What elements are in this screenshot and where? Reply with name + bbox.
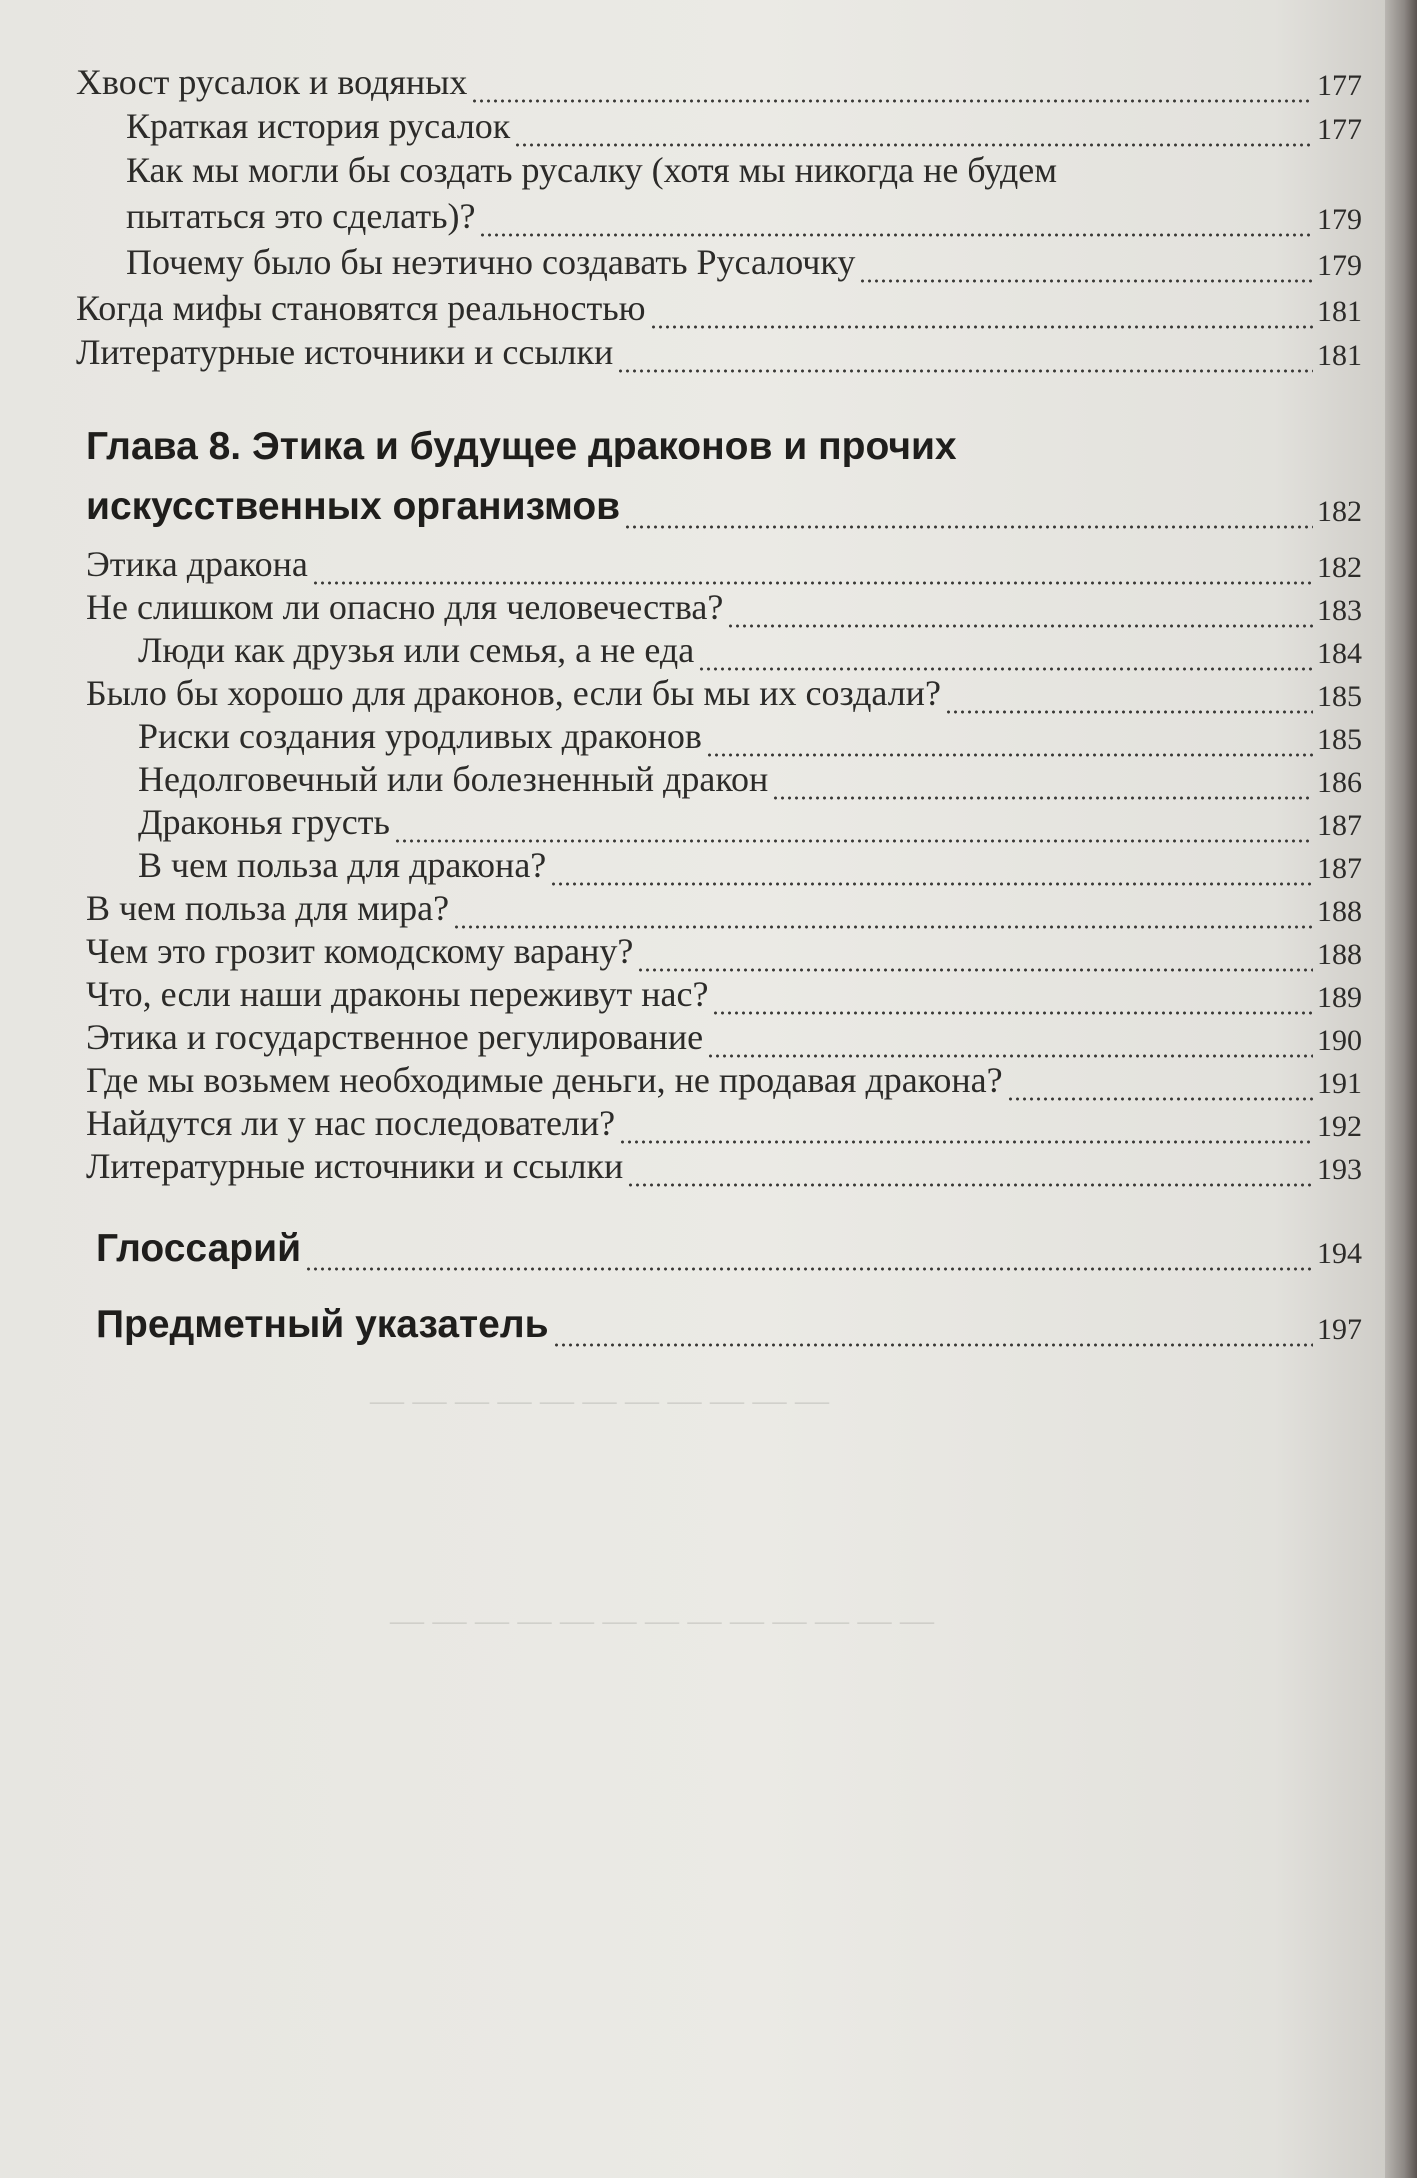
dot-leader xyxy=(698,642,1313,672)
dot-leader xyxy=(453,900,1313,930)
toc-entry-title: Почему было бы неэтично создавать Русалочку xyxy=(126,242,856,282)
toc-page-number: 185 xyxy=(1317,723,1362,756)
dot-leader xyxy=(617,344,1313,374)
toc-page-number: 183 xyxy=(1317,594,1362,627)
dot-leader xyxy=(650,300,1313,330)
toc-page-number: 185 xyxy=(1317,680,1362,713)
toc-entry xyxy=(86,1101,1362,1145)
toc-entry xyxy=(126,240,1362,284)
dot-leader xyxy=(1007,1072,1313,1102)
toc-entry xyxy=(76,60,1362,104)
toc-entry xyxy=(138,757,1362,801)
dot-leader xyxy=(624,500,1313,530)
toc-page-number: 188 xyxy=(1317,938,1362,971)
toc-page-number: 182 xyxy=(1317,495,1362,528)
toc-page-number: 197 xyxy=(1317,1313,1362,1346)
toc-page-number: 179 xyxy=(1317,249,1362,282)
toc-entry-title: Было бы хорошо для драконов, если бы мы их создали? xyxy=(86,673,941,713)
section-heading-index xyxy=(96,1302,1362,1348)
section-heading-glossary xyxy=(96,1226,1362,1272)
toc-entry-title: В чем польза для дракона? xyxy=(138,845,547,885)
toc-page-number: 177 xyxy=(1317,113,1362,146)
toc-page-number: 191 xyxy=(1317,1067,1362,1100)
toc-entry xyxy=(138,628,1362,672)
dot-leader xyxy=(479,208,1313,238)
dot-leader xyxy=(305,1242,1313,1272)
dot-leader xyxy=(945,685,1313,715)
chapter-heading: Глава 8. Этика и будущее драконов и прочих xyxy=(86,425,957,468)
toc-page-number: 181 xyxy=(1317,295,1362,328)
toc-entry-title: Этика и государственное регулирование xyxy=(86,1017,704,1057)
toc-page-number: 194 xyxy=(1317,1237,1362,1270)
toc-entry xyxy=(86,1058,1362,1102)
dot-leader xyxy=(471,74,1313,104)
dot-leader xyxy=(706,728,1313,758)
toc-page-number: 177 xyxy=(1317,69,1362,102)
toc-page-number: 188 xyxy=(1317,895,1362,928)
toc-entry xyxy=(86,1144,1362,1188)
dot-leader xyxy=(637,943,1313,973)
toc-entry xyxy=(86,585,1362,629)
toc-page-number: 186 xyxy=(1317,766,1362,799)
toc-page-number: 179 xyxy=(1317,203,1362,236)
toc-entry-title: Люди как друзья или семья, а не еда xyxy=(138,630,695,670)
toc-entry xyxy=(86,929,1362,973)
toc-entry xyxy=(86,671,1362,715)
toc-entry xyxy=(138,843,1362,887)
toc-entry-title: Не слишком ли опасно для человечества? xyxy=(86,587,724,627)
toc-entry xyxy=(126,194,1362,238)
toc-entry-title: Как мы могли бы создать русалку (хотя мы никогда не будем xyxy=(126,150,1058,190)
toc-entry-title: искусственных организмов xyxy=(86,485,621,528)
toc-page-number: 187 xyxy=(1317,852,1362,885)
toc-entry-title: пытаться это сделать)? xyxy=(126,196,476,236)
dot-leader xyxy=(550,857,1313,887)
dot-leader xyxy=(553,1318,1313,1348)
toc-entry-title: Когда мифы становятся реальностью xyxy=(76,288,646,328)
show-through-text: — — — — — — — — — — — — — xyxy=(390,1602,934,1639)
dot-leader xyxy=(627,1158,1313,1188)
toc-entry xyxy=(126,104,1362,148)
toc-page-number: 184 xyxy=(1317,637,1362,670)
toc-entry-title: Что, если наши драконы переживут нас? xyxy=(86,974,709,1014)
dot-leader xyxy=(514,118,1313,148)
toc-entry-title: В чем польза для мира? xyxy=(86,888,450,928)
toc-entry-title: Этика дракона xyxy=(86,544,308,584)
toc-entry-title: Недолговечный или болезненный дракон xyxy=(138,759,769,799)
toc-page-number: 189 xyxy=(1317,981,1362,1014)
toc-entry-title: Хвост русалок и водяных xyxy=(76,62,468,102)
toc-page-number: 187 xyxy=(1317,809,1362,842)
show-through-text: — — — — — — — — — — — xyxy=(370,1382,829,1419)
toc-entry xyxy=(86,542,1362,586)
toc-page-number: 193 xyxy=(1317,1153,1362,1186)
toc-entry-title: Драконья грусть xyxy=(138,802,390,842)
toc-entry-title: Литературные источники и ссылки xyxy=(76,332,614,372)
chapter-heading xyxy=(86,484,1362,530)
toc-entry-title: Глоссарий xyxy=(96,1227,302,1270)
dot-leader xyxy=(859,254,1313,284)
dot-leader xyxy=(394,814,1313,844)
toc-entry xyxy=(76,330,1362,374)
dot-leader xyxy=(727,599,1313,629)
toc-entry-title: Чем это грозит комодскому варану? xyxy=(86,931,634,971)
toc-entry-title: Предметный указатель xyxy=(96,1303,549,1346)
dot-leader xyxy=(619,1115,1313,1145)
toc-entry xyxy=(76,286,1362,330)
toc-entry xyxy=(86,972,1362,1016)
toc-entry xyxy=(138,800,1362,844)
toc-entry xyxy=(138,714,1362,758)
toc-entry-title: Найдутся ли у нас последователи? xyxy=(86,1103,616,1143)
toc-entry-title: Литературные источники и ссылки xyxy=(86,1146,624,1186)
toc-entry xyxy=(86,886,1362,930)
dot-leader xyxy=(772,771,1313,801)
toc-entry-title: Риски создания уродливых драконов xyxy=(138,716,702,756)
toc-page-number: 192 xyxy=(1317,1110,1362,1143)
dot-leader xyxy=(707,1029,1313,1059)
page-edge xyxy=(1385,0,1417,2178)
toc-page-number: 190 xyxy=(1317,1024,1362,1057)
dot-leader xyxy=(312,556,1313,586)
toc-entry xyxy=(86,1015,1362,1059)
toc-entry-title: Где мы возьмем необходимые деньги, не продавая дракона? xyxy=(86,1060,1003,1100)
toc-page-number: 182 xyxy=(1317,551,1362,584)
dot-leader xyxy=(712,986,1313,1016)
toc-entry-title: Краткая история русалок xyxy=(126,106,511,146)
toc-page-number: 181 xyxy=(1317,339,1362,372)
